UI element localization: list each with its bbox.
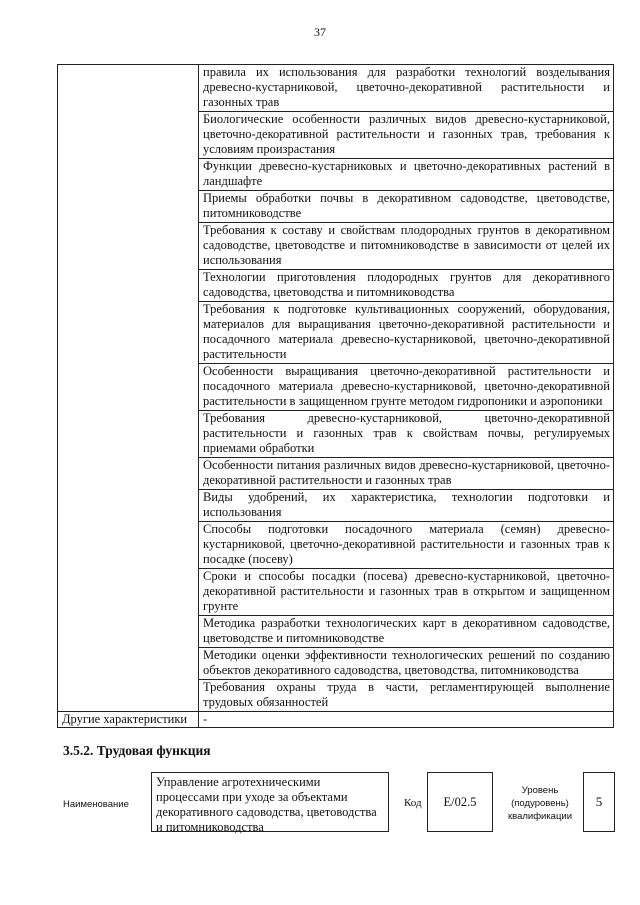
other-characteristics-value: - (199, 712, 614, 728)
table-cell: Требования охраны труда в части, регламентирующей выполнение трудовых обязанностей (199, 680, 614, 712)
table-cell: Особенности питания различных видов древесно-кустарниковой, цветочно-декоративной растительности и газонных трав (199, 458, 614, 490)
table-cell: Требования к подготовке культивационных сооружений, оборудования, материалов для выращивания цветочно-декоративной растительности и посадочного материала древесно-кустарниковой, цветочно-декоративной растительности (199, 302, 614, 364)
table-cell: Способы подготовки посадочного материала (семян) древесно-кустарниковой, цветочно-декоративной растительности и газонных трав к посадке (посеву) (199, 522, 614, 569)
table-cell: Биологические особенности различных видов древесно-кустарниковой, цветочно-декоративной растительности и газонных трав, требования к условиям произрастания (199, 112, 614, 159)
table-cell: Технологии приготовления плодородных грунтов для декоративного садоводства, цветоводства и питомниководства (199, 270, 614, 302)
qualification-level-label: Уровень (подуровень) квалификации (507, 785, 573, 822)
code-label: Код (404, 797, 422, 809)
name-label: Наименование (63, 799, 129, 810)
table-cell: Методика разработки технологических карт в декоративном садоводстве, цветоводстве и питомниководстве (199, 616, 614, 648)
table-cell: Методики оценки эффективности технологических решений по созданию объектов декоративного садоводства, цветоводства, питомниководства (199, 648, 614, 680)
table-row (58, 65, 614, 112)
page-number: 37 (314, 25, 326, 39)
table-cell: Требования к составу и свойствам плодородных грунтов в декоративном садоводстве, цветоводстве и питомниководстве в зависимости от целей их использования (199, 223, 614, 270)
code-box: E/02.5 (427, 772, 493, 832)
qualification-level-box: 5 (583, 772, 615, 832)
table-cell: правила их использования для разработки технологий возделывания древесно-кустарниковой, цветочно-декоративной растительности и газонных трав (199, 65, 614, 112)
table-cell: Приемы обработки почвы в декоративном садоводстве, цветоводстве, питомниководстве (199, 191, 614, 223)
section-heading: 3.5.2. Трудовая функция (63, 743, 211, 758)
table-cell: Требования древесно-кустарниковой, цветочно-декоративной растительности и газонных трав к свойствам почвы, регулируемых приемами обработки (199, 411, 614, 458)
table-cell: Виды удобрений, их характеристика, технологии подготовки и использования (199, 490, 614, 522)
table-row-other (58, 712, 614, 728)
table-cell: Функции древесно-кустарниковых и цветочно-декоративных растений в ландшафте (199, 159, 614, 191)
left-empty-cell (58, 65, 199, 712)
function-name-box: Управление агротехническими процессами при уходе за объектами декоративного садоводства, цветоводства и питомниководства (151, 772, 389, 832)
other-characteristics-label: Другие характеристики (58, 712, 199, 728)
table-cell: Сроки и способы посадки (посева) древесно-кустарниковой, цветочно-декоративной растительности и газонных трав в открытом и защищенном грунте (199, 569, 614, 616)
knowledge-table (57, 64, 614, 728)
table-cell: Особенности выращивания цветочно-декоративной растительности и посадочного материала древесно-кустарниковой, цветочно-декоративной растительности в защищенном грунте методом гидропоники и аэропоники (199, 364, 614, 411)
